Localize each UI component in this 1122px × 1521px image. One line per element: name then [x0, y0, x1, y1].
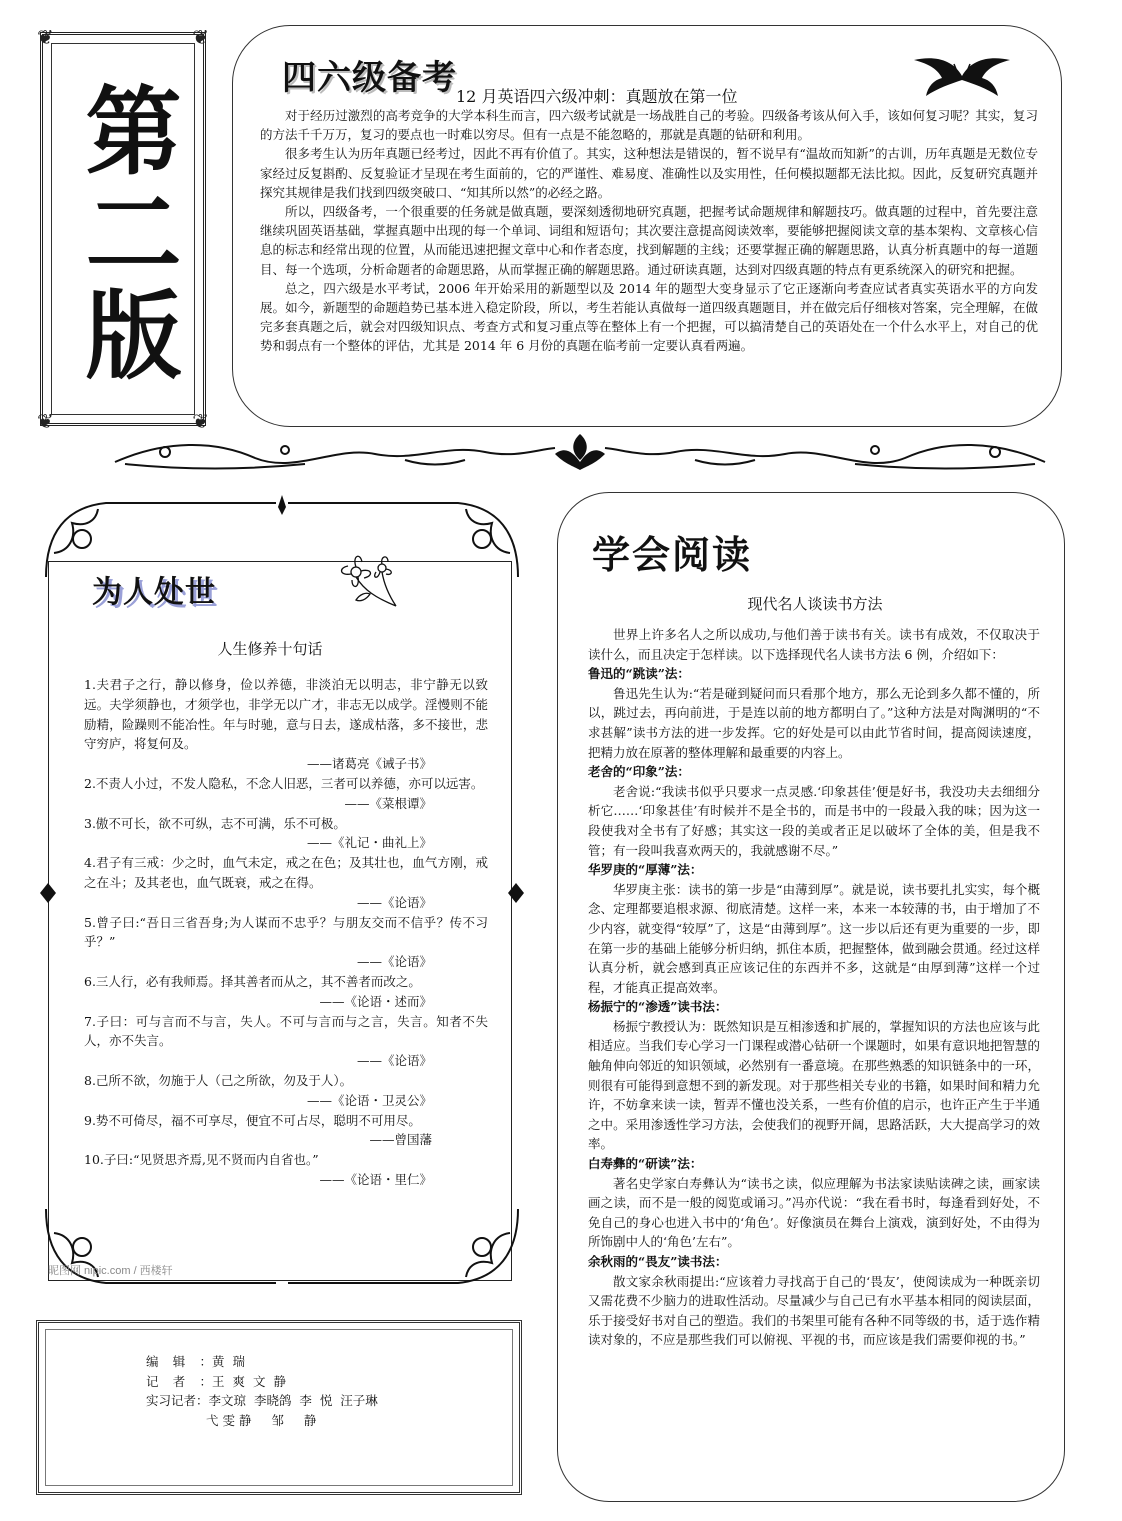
ornament-corner-icon: ❦ — [192, 409, 209, 433]
reading-subtitle: 现代名人谈读书方法 — [747, 595, 883, 613]
method-text: 老舍说:“我读书似乎只要求一点灵感.‘印象甚佳’便是好书，我没功夫去细细分析它……‘印象甚佳’有时候并不是全书的，而是书中的一段最入我的味；因为这一段使我对全书有了好感；其实这一段的美或者正足以破坏了全体的美，但是我不管；有一段叫我喜欢两天的，我就感谢不尽。” — [588, 783, 1040, 858]
cet-subtitle: 12 月英语四六级冲刺：真题放在第一位 — [456, 87, 738, 106]
reading-article-body — [588, 625, 1040, 1350]
page-edition-title: 第二版 — [70, 81, 183, 387]
maxims-list — [84, 675, 488, 1190]
article-paragraph: 总之，四六级是水平考试，2006 年开始采用的新题型以及 2014 年的题型大变身显示了它正逐渐向考查应试者真实英语水平的方向发展。如今，新题型的命题趋势已基本进入稳定阶段，所以，考生若能认真做每一道四级真题题目，并在做完后仔细核对答案，完全理解，在做完多套真题之后，就会对四级知识点、考查方式和复习重点等在整体上有一个把握，可以搞清楚自己的英语处在一个什么水平上，对自己的优势和弱点有一个整体的评估，尤其是 2014 年 6 月份的真题在临考前一定要认真看两遍。 — [260, 280, 1038, 354]
credit-value: 黄瑞 — [212, 1354, 254, 1369]
maxim-source: ——《论语・述而》 — [319, 993, 432, 1009]
maxim-source: ——《论语・里仁》 — [319, 1171, 432, 1187]
method-text: 华罗庚主张：读书的第一步是“由薄到厚”。就是说，读书要扎扎实实，每个概念、定理都要追根求源、彻底清楚。这样一来，本来一本较薄的书，由于增加了不少内容，就变得“较厚”了，这是“由薄到厚”。这一步以后还有更为重要的一步，即在第一步的基础上能够分析归纳，抓住本质，把握整体，做到融会贯通。经过这样认真分析，就会感到真正应该记住的东西并不多，这就是“由厚到薄”这样一个过程，才能真正提高效率。 — [588, 881, 1040, 995]
list-item — [84, 814, 488, 854]
method-title: 杨振宁的“渗透”读书法： — [588, 999, 728, 1015]
maxim-text: 3.傲不可长，欲不可纵，志不可满，乐不可极。 — [84, 815, 346, 831]
maxim-source: ——《论语》 — [356, 894, 432, 910]
ornament-corner-icon: ❦ — [37, 25, 54, 49]
credit-value: 王爽文静 — [212, 1373, 295, 1389]
masthead-frame — [37, 25, 209, 433]
butterfly-icon — [912, 50, 1012, 100]
watermark-text: 昵图网 nipic.com / 西楼轩 — [48, 1265, 173, 1277]
reading-heading: 学会阅读 — [592, 532, 753, 577]
maxim-text: 10.子曰:“见贤思齐焉,见不贤而内自省也。” — [84, 1152, 319, 1168]
list-item — [84, 913, 488, 972]
maxim-text: 4.君子有三戒：少之时，血气未定，戒之在色；及其壮也，血气方刚，戒之在斗；及其老也，血气既衰，戒之在得。 — [84, 855, 488, 890]
method-text: 著名史学家白寿彝认为“读书之读，似应理解为书法家读贴读碑之读，画家读画之读，而不是一般的阅览或诵习。”冯亦代说：“我在看书时，每逢看到好处，不免自己的身心也进入书中的‘角色’。好像演员在舞台上演戏，演到好处，不由得为所饰剧中人的‘角色’左右”。 — [588, 1175, 1040, 1250]
credit-value: 李文琼 李晓鸽 李 悦 汪子琳 — [208, 1393, 378, 1408]
cet-article-body — [260, 106, 1038, 356]
maxim-text: 7.子曰：可与言而不与言，失人。不可与言而与之言，失言。知者不失人，亦不失言。 — [84, 1013, 488, 1049]
credit-row — [146, 1372, 378, 1392]
method-title: 鲁迅的“跳读”法： — [588, 666, 690, 682]
list-item — [84, 972, 488, 1012]
list-item — [84, 1111, 488, 1151]
credit-label: 编辑： — [146, 1354, 212, 1369]
credit-label: 实习记者： — [146, 1393, 209, 1408]
article-intro: 世界上许多名人之所以成功,与他们善于读书有关。读书有成效，不仅取决于读什么，而且决定于怎样读。以下选择现代名人读书方法 6 例，介绍如下： — [588, 627, 1040, 662]
article-paragraph: 所以，四级备考，一个很重要的任务就是做真题，要深刻透彻地研究真题，把握考试命题规律和解题技巧。做真题的过程中，首先要注意继续巩固英语基础，掌握真题中出现的每一个单词、词组和短语句；其次要注意提高阅读效率，要能够把握阅读文章的基本架构、文章核心信息的标志和经常出现的位置，从而能迅速把握文章中心和作者态度，找到解题的主线；还要掌握正确的解题思路，认真分析真题中的每一道题目、每一个选项，分析命题者的命题思路，从而掌握正确的解题思路。通过研读真题，达到对四级真题的特点有更系统深入的研究和把握。 — [260, 204, 1038, 277]
method-title: 老舍的“印象”法： — [588, 764, 690, 780]
maxim-source: ——《论语》 — [356, 954, 432, 970]
maxim-source: ——《礼记・曲礼上》 — [306, 835, 432, 851]
method-title: 白寿彝的“研读”法： — [588, 1156, 703, 1172]
maxim-source: ——《菜根谭》 — [344, 795, 432, 811]
conduct-heading: 为人处世 — [92, 575, 216, 610]
ornament-corner-icon: ❦ — [37, 409, 54, 433]
list-item — [84, 675, 488, 774]
maxim-source: ——《论语》 — [356, 1053, 432, 1069]
credit-row — [146, 1352, 378, 1372]
ornament-corner-icon: ❦ — [192, 25, 209, 49]
list-item — [84, 1071, 488, 1111]
maxim-text: 8.己所不欲，勿施于人（己之所欲，勿及于人）。 — [84, 1072, 353, 1088]
method-text: 散文家余秋雨提出:“应该着力寻找高于自己的‘畏友’，使阅读成为一种既亲切又需花费不少脑力的进取性活动。尽量减少与自己已有水平基本相同的阅读层面，乐于接受好书对自己的塑造。我们的书架里可能有各种不同等级的书，适于选作精读对象的，不应是那些我们可以俯视、平视的书，而应该是我们需要仰视的书。” — [588, 1273, 1040, 1348]
credit-row-continued: 弋雯静 邹 静 — [206, 1412, 321, 1428]
list-item — [84, 774, 488, 814]
maxim-text: 5.曾子曰:“吾日三省吾身;为人谋而不忠乎？与朋友交而不信乎？传不习乎？” — [84, 914, 488, 950]
maxim-text: 1.夫君子之行，静以修身，俭以养德，非淡泊无以明志，非宁静无以致远。夫学须静也，才须学也，非学无以广才，非志无以成学。淫慢则不能励精，险躁则不能冶性。年与时驰，意与日去，遂成枯落，多不接世，悲守穷庐，将复何及。 — [84, 677, 488, 752]
maxim-source: ——诸葛亮《诫子书》 — [306, 756, 432, 772]
article-paragraph: 对于经历过激烈的高考竞争的大学本科生而言，四六级考试就是一场战胜自己的考验。四级备考该从何入手，该如何复习呢？其实，复习的方法千千万万，复习的要点也一时难以穷尽。但有一点是不能忽略的，那就是真题的钻研和利用。 — [260, 108, 1038, 143]
maxim-text: 2.不责人小过，不发人隐私，不念人旧恶，三者可以养德，亦可以远害。 — [84, 775, 484, 791]
credits-block — [146, 1352, 378, 1430]
cet-heading: 四六级备考 — [282, 58, 457, 98]
flower-icon — [326, 544, 406, 614]
maxim-source: ——《论语・卫灵公》 — [306, 1092, 432, 1108]
method-title: 华罗庚的“厚薄”法： — [588, 862, 703, 878]
list-item — [84, 1012, 488, 1071]
method-text: 鲁迅先生认为:“若是碰到疑问而只看那个地方，那么无论到多久都不懂的，所以，跳过去，再向前进，于是连以前的地方都明白了。”这种方法是对陶渊明的“不求甚解”读书方法的进一步发挥。它的好处是可以由此节省时间，提高阅读速度，把精力放在原著的整体理解和最重要的内容上。 — [588, 685, 1040, 760]
method-text: 杨振宁教授认为：既然知识是互相渗透和扩展的，掌握知识的方法也应该与此相适应。当我们专心学习一门课程或潜心钻研一个课题时，如果有意识地把智慧的触角伸向邻近的知识领域，必然别有一番意境。在那些熟悉的知识链条中的一环，则很有可能得到意想不到的新发现。对于那些相关专业的书籍，如果时间和精力允许，不妨拿来读一读，暂弄不懂也没关系，一些有价值的启示，也许正产生于半通之中。采用渗透性学习方法，会使我们的视野开阔，思路活跃，大大提高学习的效率。 — [588, 1018, 1040, 1152]
maxim-source: ——曾国藩 — [369, 1132, 432, 1148]
article-paragraph: 很多考生认为历年真题已经考过，因此不再有价值了。其实，这种想法是错误的，暂不说早有“温故而知新”的古训，历年真题是无数位专家经过反复斟酌、反复验证才呈现在考生面前的，它的严谨性、难易度、准确性以及实用性，任何模拟题都无法比拟。因此，反复研究真题并探究其规律是我们找到四级突破口、“知其所以然”的必经之路。 — [260, 146, 1038, 200]
conduct-subtitle: 人生修养十句话 — [217, 640, 323, 658]
ornamental-divider — [105, 430, 1055, 475]
maxim-text: 6.三人行，必有我师焉。择其善者而从之，其不善者而改之。 — [84, 973, 421, 989]
credit-row — [146, 1391, 378, 1411]
maxim-text: 9.势不可倚尽，福不可享尽，便宜不可占尽，聪明不可用尽。 — [84, 1112, 421, 1128]
credit-label: 记者： — [146, 1373, 212, 1389]
method-title: 余秋雨的“畏友”读书法： — [588, 1254, 728, 1269]
list-item — [84, 853, 488, 912]
list-item — [84, 1150, 488, 1190]
